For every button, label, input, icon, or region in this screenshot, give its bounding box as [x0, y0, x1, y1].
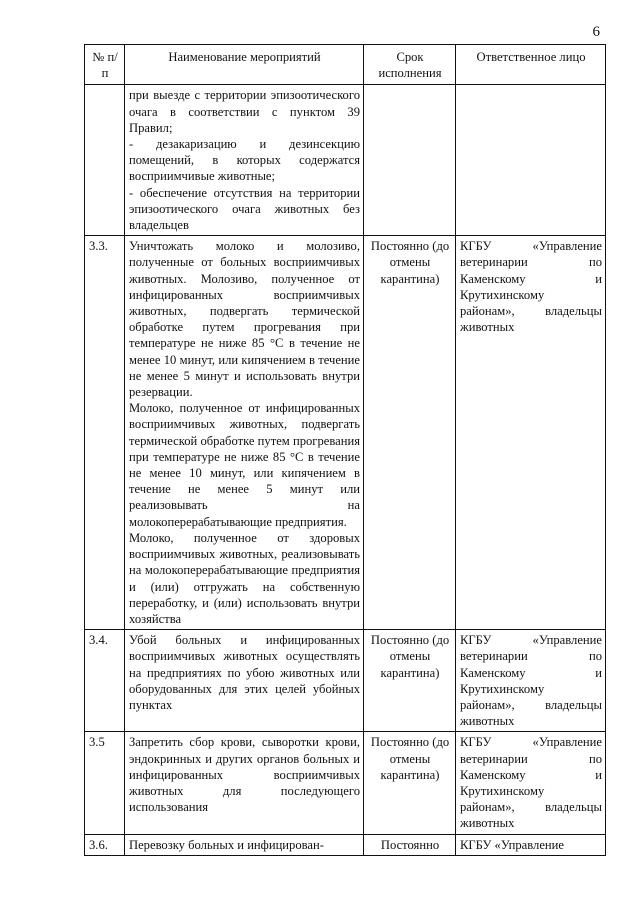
row-measure	[125, 834, 364, 855]
measure-paragraph: при выезде с территории эпизоотического очага в соответствии с пунктом 39 Правил;	[129, 88, 360, 135]
row-num: 3.4.	[85, 630, 125, 732]
row-term: Постоянно (до отмены карантина)	[364, 630, 456, 732]
row-measure	[125, 630, 364, 732]
table-row	[85, 630, 606, 732]
header-term: Срок исполнения	[364, 45, 456, 85]
measure-paragraph: - дезакаризацию и дезинсекцию помещений, в которых содержатся восприимчивые животные;	[129, 137, 360, 184]
row-responsible: КГБУ «Управление ветеринарии по Каменскому и Крутихинскому районам», владельцы животных	[456, 732, 606, 834]
table-row	[85, 732, 606, 834]
row-responsible: КГБУ «Управление ветеринарии по Каменскому и Крутихинскому районам», владельцы животных	[456, 630, 606, 732]
page-number: 6	[592, 24, 600, 40]
row-responsible	[456, 85, 606, 236]
header-responsible: Ответственное лицо	[456, 45, 606, 85]
row-term: Постоянно (до отмены карантина)	[364, 236, 456, 630]
row-num: 3.3.	[85, 236, 125, 630]
measure-paragraph: Молоко, полученное от здоровых восприимчивых животных, реализовывать на молокоперерабатывающие предприятия и (или) отгружать на собственную переработку, и (или) использовать внутри хозяйства	[129, 530, 360, 626]
row-measure	[125, 236, 364, 630]
measure-paragraph: Убой больных и инфицированных восприимчивых животных осуществлять на предприятиях по убою животных или оборудованных для этих целей убойных пунктах	[129, 633, 360, 712]
measure-paragraph: Молоко, полученное от инфицированных восприимчивых животных, подвергать термической обработке путем прогревания при температуре не ниже 85 °С в течение не менее 10 минут, или кипячением в течение не менее 5 минут или реализовывать на молокоперерабатывающие предприятия.	[129, 401, 360, 529]
table-header-row	[85, 45, 606, 85]
table-row	[85, 236, 606, 630]
measure-paragraph: Перевозку больных и инфицирован-	[129, 837, 324, 852]
row-term	[364, 85, 456, 236]
row-responsible: КГБУ «Управление ветеринарии по Каменскому и Крутихинскому районам», владельцы животных	[456, 236, 606, 630]
header-name: Наименование мероприятий	[125, 45, 364, 85]
measures-table	[84, 44, 606, 856]
row-responsible: КГБУ «Управление	[456, 834, 606, 855]
table-row	[85, 834, 606, 855]
row-num: 3.5	[85, 732, 125, 834]
row-measure	[125, 85, 364, 236]
measure-paragraph: - обеспечение отсутствия на территории эпизоотического очага животных без владельцев	[129, 185, 360, 233]
row-measure	[125, 732, 364, 834]
table-row	[85, 85, 606, 236]
measure-paragraph: Запретить сбор крови, сыворотки крови, эндокринных и других органов больных и инфицированных восприимчивых животных для последующего использования	[129, 735, 360, 815]
row-num	[85, 85, 125, 236]
row-term: Постоянно (до отмены карантина)	[364, 732, 456, 834]
row-num: 3.6.	[85, 834, 125, 855]
header-num: № п/п	[85, 45, 125, 85]
row-term: Постоянно	[364, 834, 456, 855]
measure-paragraph: Уничтожать молоко и молозиво, полученные от больных восприимчивых животных. Молозиво, полученное от инфицированных восприимчивых животных, подвергать термической обработке путем прогревания при температуре не ниже 85 °С в течение не менее 10 минут, или кипячением в течение не менее 5 минут и использовать внутри резервации.	[129, 239, 360, 400]
